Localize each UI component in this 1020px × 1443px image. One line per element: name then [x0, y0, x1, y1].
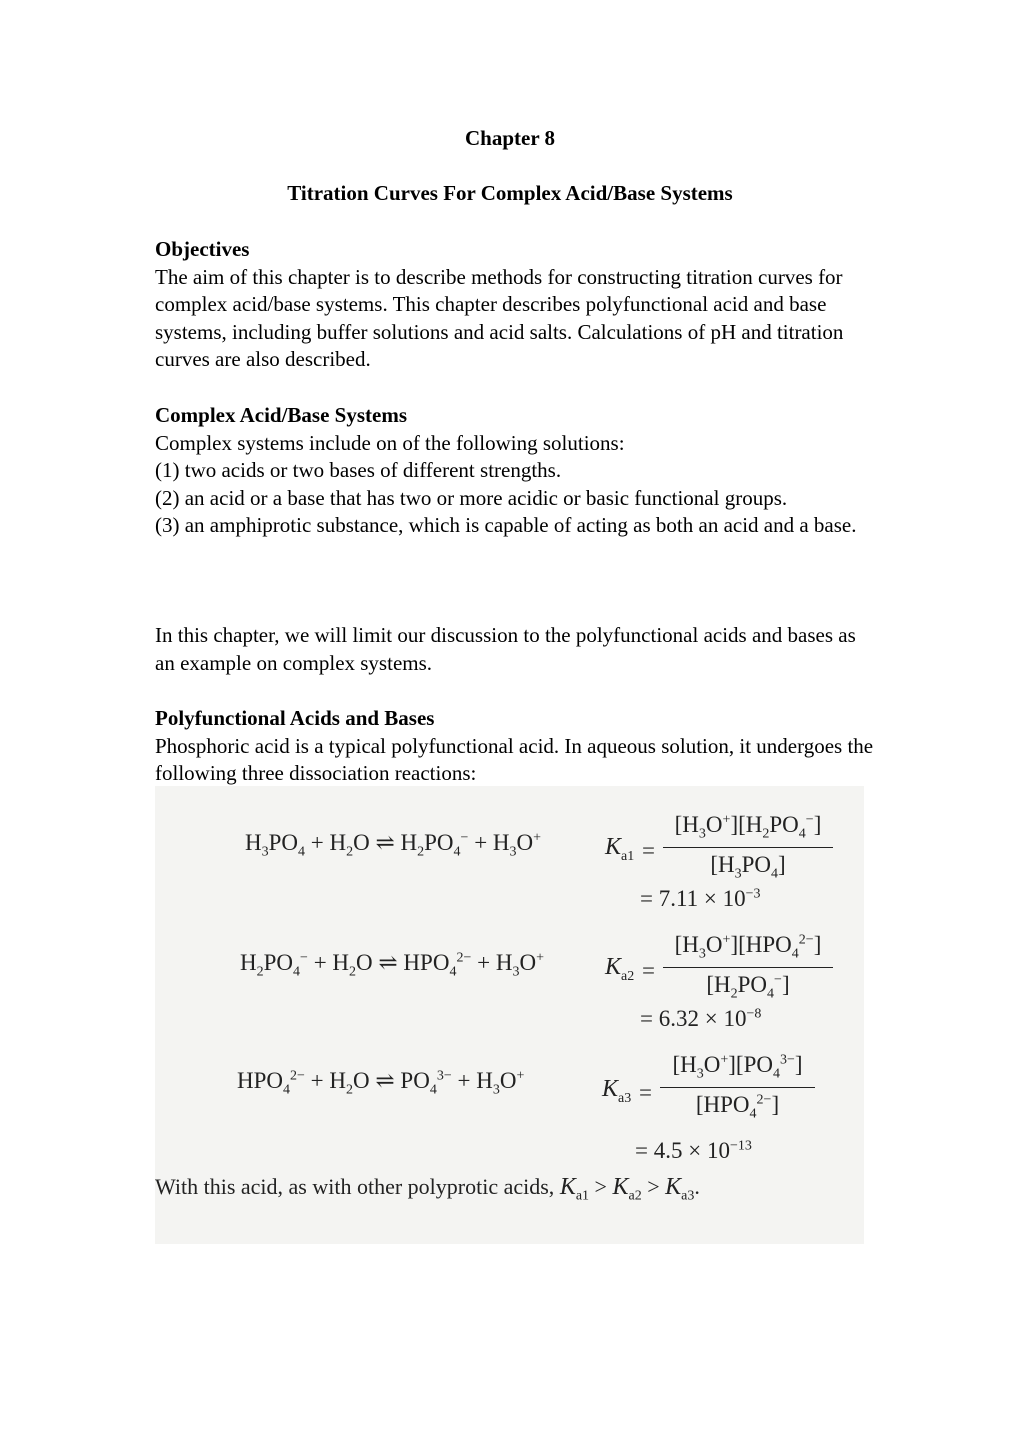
- complex-systems-heading: Complex Acid/Base Systems: [155, 403, 407, 427]
- ka2-value: = $6.32 \times 10^{-8}$: [640, 1006, 762, 1031]
- polyfunctional-heading: Polyfunctional Acids and Bases: [155, 706, 435, 730]
- complex-systems-section: [155, 402, 875, 540]
- equals-sign: =: [642, 958, 655, 983]
- ka3-symbol: $K_{a3}$: [602, 1076, 632, 1106]
- ka2-symbol: $K_{a2}$: [605, 954, 635, 984]
- objectives-paragraph: The aim of this chapter is to describe methods for constructing titration curves for complex acid/base systems. This chapter describes polyfunctional acid and base systems, including buffer solutions and acid salts. Calculations of pH and titration curves are also described.: [155, 264, 844, 372]
- equals-sign: =: [642, 838, 655, 863]
- objectives-section: [155, 236, 875, 374]
- ka3-fraction: $[H_3O^+][PO_4^{3-}]$ $[HPO_4^{2-}]$: [660, 1052, 815, 1122]
- closing-sentence: With this acid, as with other polyprotic acids, $K_{a1} > K_{a2} > K_{a3}$.: [155, 1174, 700, 1204]
- equals-sign: =: [639, 1080, 652, 1105]
- ka3-value: = $4.5 \times 10^{-13}$: [635, 1138, 752, 1163]
- reaction-2-equation: $H_2PO_4^- + H_2O$ ⇌ $HPO_4^{2-} + H_3O^+$: [240, 950, 544, 980]
- polyfunctional-section: [155, 705, 875, 788]
- chapter-title: Titration Curves For Complex Acid/Base Systems: [287, 181, 733, 205]
- list-item: (1) two acids or two bases of different strengths.: [155, 458, 562, 483]
- list-item: (3) an amphiprotic substance, which is capable of acting as both an acid and a base.: [155, 513, 857, 538]
- polyfunctional-paragraph: Phosphoric acid is a typical polyfunctional acid. In aqueous solution, it undergoes the following three dissociation reactions:: [155, 733, 874, 786]
- limit-section: [155, 622, 875, 677]
- reaction-1-equation: $H_3PO_4 + H_2O$ ⇌ $H_2PO_4^- + H_3O^+$: [245, 830, 542, 860]
- objectives-heading: Objectives: [155, 237, 250, 261]
- ka1-fraction: $\frac{[H_3O^+][H_2PO_4^-]}{[H_3PO_4]}$: [663, 812, 833, 882]
- chapter-heading: Chapter 8: [464, 126, 556, 150]
- reaction-3-equation: $HPO_4^{2-} + H_2O$ ⇌ $PO_4^{3-} + H_3O^+$: [237, 1068, 525, 1098]
- complex-systems-intro: Complex systems include on of the following solutions:: [155, 430, 625, 455]
- dissociation-equations-figure: [155, 786, 864, 1244]
- ka1-value: = $7.11 \times 10^{-3}$: [640, 886, 761, 911]
- list-item: (2) an acid or a base that has two or more acidic or basic functional groups.: [155, 485, 788, 510]
- ka1-symbol: $K_{a1}$: [605, 834, 635, 864]
- ka2-fraction: $[H_3O^+][HPO_4^{2-}]$ $[H_2PO_4^-]$: [663, 932, 833, 1002]
- limit-paragraph: In this chapter, we will limit our discussion to the polyfunctional acids and bases as an example on complex systems.: [155, 623, 856, 675]
